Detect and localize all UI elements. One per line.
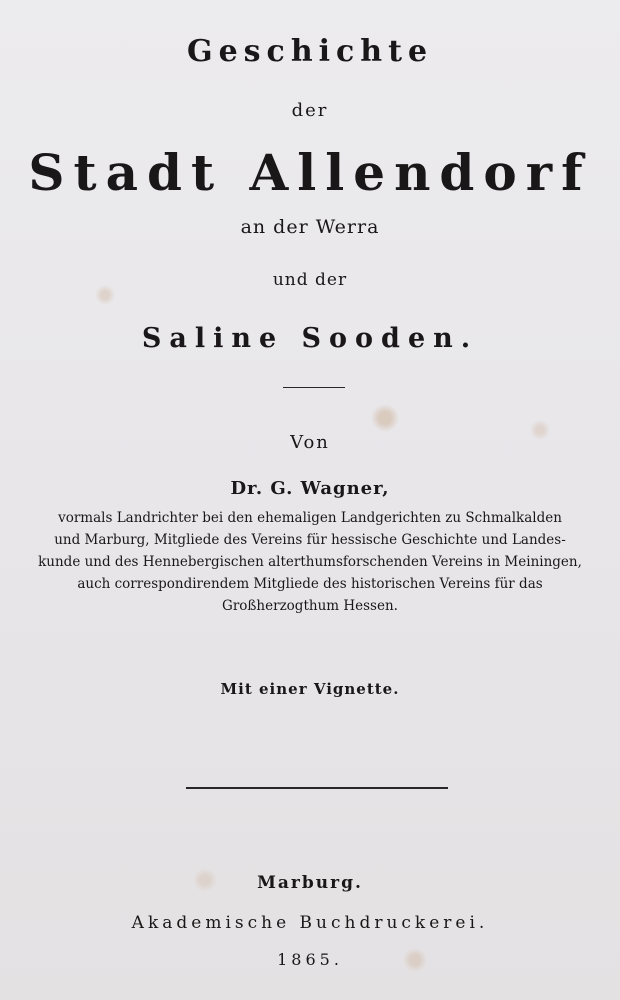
title-line-und-der: und der — [272, 270, 348, 290]
author-description-line: kunde und des Hennebergischen alterthumsforschenden Vereins in Meiningen, — [38, 554, 582, 570]
author-description-line: Großherzogthum Hessen. — [222, 598, 398, 614]
author-description-line: vormals Landrichter bei den ehemaligen Landgerichten zu Schmalkalden — [58, 510, 562, 526]
title-line-saline-sooden: Saline Sooden. — [141, 323, 479, 354]
imprint-printer: Akademische Buchdruckerei. — [131, 913, 489, 933]
title-line-geschichte: Geschichte — [186, 34, 434, 69]
author-description-line: auch correspondirendem Mitgliede des historischen Vereins für das — [77, 576, 543, 592]
imprint-place: Marburg. — [257, 873, 363, 893]
imprint-year: 1865. — [277, 950, 343, 969]
byline-von: Von — [290, 432, 330, 453]
title-line-der: der — [291, 100, 329, 121]
divider-short — [283, 387, 345, 388]
divider-long — [186, 787, 448, 789]
author-name: Dr. G. Wagner, — [230, 478, 390, 499]
title-line-stadt-allendorf: Stadt Allendorf — [28, 143, 592, 202]
vignette-note: Mit einer Vignette. — [220, 680, 400, 698]
title-line-an-der-werra: an der Werra — [240, 216, 380, 238]
author-description-line: und Marburg, Mitgliede des Vereins für hessische Geschichte und Landes- — [54, 532, 566, 548]
